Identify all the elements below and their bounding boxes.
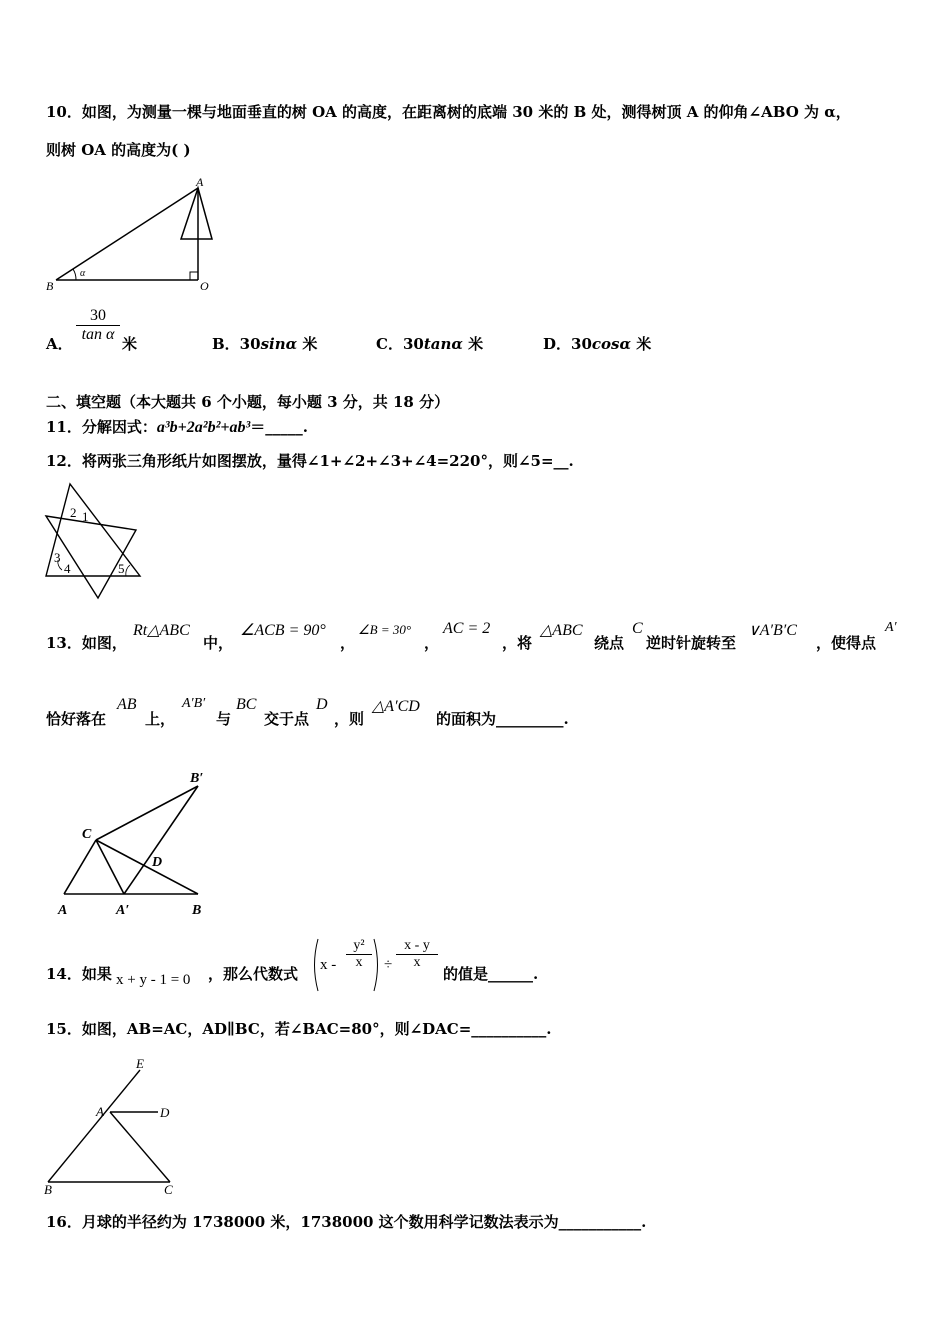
q10-fig-label-o: O <box>200 279 209 293</box>
q13-fig-label-d: D <box>152 855 163 870</box>
q13-q5: ，则 <box>334 710 365 728</box>
q10-option-d: D．30cosα 米 <box>543 335 652 353</box>
q13-n1: AB <box>117 696 137 713</box>
q12-angle-label-2: 2 <box>70 505 77 520</box>
q13-fig-label-a: A <box>58 903 68 918</box>
q10-fig-label-a: A <box>196 175 204 189</box>
q11-prefix: 11．分解因式： <box>46 418 157 436</box>
q15-text: 15．如图，AB=AC，AD∥BC，若∠BAC=80°，则∠DAC=__________. <box>46 1020 552 1038</box>
q13-q3: 与 <box>216 710 232 728</box>
q10-figure <box>40 172 230 294</box>
q13-q2: 上， <box>145 710 176 728</box>
q14-p1: 14．如果 <box>46 965 112 983</box>
q10-option-a-fraction <box>76 307 120 344</box>
q13-m4: AC = 2 <box>443 620 491 637</box>
q14-denominator-1: x <box>355 955 363 970</box>
q10-option-a-unit: 米 <box>122 335 138 353</box>
q13-p3: ， <box>340 634 356 652</box>
q12-angle-label-1: 1 <box>82 509 89 524</box>
q11-suffix: ＝_____. <box>250 418 309 436</box>
q13-m7: ∨A′B′C <box>748 622 797 639</box>
q15-fig-label-e: E <box>136 1056 144 1071</box>
q10-fig-label-alpha: α <box>80 268 86 279</box>
q13-n3: BC <box>236 696 257 713</box>
q16-text: 16．月球的半径约为 1738000 米，1738000 这个数用科学记数法表示为___________. <box>46 1213 647 1231</box>
q13-n2: A′B′ <box>182 696 206 711</box>
q15-fig-label-a: A <box>96 1104 104 1119</box>
q13-p5: ，将 <box>502 634 533 652</box>
q13-p1: 13．如图， <box>46 634 127 652</box>
q13-m2: ∠ACB = 90° <box>240 622 326 639</box>
q14-right-paren <box>372 937 382 993</box>
q14-denominator-2: x <box>413 955 421 970</box>
q13-q6: 的面积为_________. <box>436 710 569 728</box>
q13-m5: △ABC <box>540 622 583 639</box>
q13-q4: 交于点 <box>264 710 310 728</box>
q13-n4: D <box>316 696 328 713</box>
q11-expression: a³b+2a²b²+ab³ <box>156 419 251 436</box>
q14-p2: ，那么代数式 <box>208 965 299 983</box>
q14-condition: x + y - 1 = 0 <box>116 972 191 988</box>
q14-left-paren <box>310 937 320 993</box>
q13-m8: A′ <box>885 620 897 635</box>
q14-numerator-2: x - y <box>396 938 438 955</box>
q13-fig-label-ap: A′ <box>116 903 130 918</box>
q13-m3: ∠B = 30° <box>358 622 412 637</box>
q13-q1: 恰好落在 <box>46 710 107 728</box>
q15-figure <box>40 1052 190 1197</box>
q12-figure <box>40 480 150 602</box>
q15-fig-label-b: B <box>44 1182 52 1197</box>
q13-p6: 绕点 <box>594 634 625 652</box>
q14-fraction-2 <box>396 938 438 971</box>
q13-p4: ， <box>424 634 440 652</box>
q12-text: 12．将两张三角形纸片如图摆放，量得∠1+∠2+∠3+∠4=220°，则∠5=__. <box>46 452 574 470</box>
q10-fig-label-b: B <box>46 279 54 293</box>
q13-m1: Rt△ABC <box>133 622 190 639</box>
q10-option-a-label: A． <box>46 335 73 353</box>
q14-p3: 的值是______. <box>443 965 539 983</box>
q15-fig-label-c: C <box>164 1182 173 1197</box>
q10-option-a-numerator: 30 <box>76 307 120 326</box>
q13-figure <box>50 764 220 924</box>
q13-p7: 逆时针旋转至 <box>646 634 737 652</box>
q12-angle-label-5: 5 <box>118 561 125 576</box>
section-2-heading: 二、填空题（本大题共 6 个小题，每小题 3 分，共 18 分） <box>46 393 450 411</box>
q14-numerator-1: y² <box>346 938 372 955</box>
q10-line1: 10．如图，为测量一棵与地面垂直的树 OA 的高度，在距离树的底端 30 米的 B 处，测得树顶 A 的仰角∠ABO 为 α， <box>46 103 851 121</box>
q13-m6: C <box>632 620 643 637</box>
q13-fig-label-b: B <box>192 903 202 918</box>
q11 <box>46 417 308 438</box>
q13-fig-label-c: C <box>82 827 92 842</box>
q14-divide: ÷ <box>384 957 393 973</box>
q14-fraction-1 <box>346 938 372 971</box>
q13-fig-label-bp: B′ <box>190 771 204 786</box>
q10-option-b: B．30sinα 米 <box>212 335 318 353</box>
q14-x: x - <box>320 957 337 973</box>
q10-option-c: C．30tanα 米 <box>376 335 484 353</box>
q13-p8: ，使得点 <box>816 634 877 652</box>
q15-fig-label-d: D <box>160 1105 170 1120</box>
q12-angle-label-3: 3 <box>54 550 61 565</box>
q10-line2: 则树 OA 的高度为( ) <box>46 141 191 159</box>
q10-option-a-denominator: tan α <box>81 326 115 343</box>
q13-n5: △A′CD <box>372 698 420 715</box>
q13-p2: 中， <box>203 634 234 652</box>
q12-angle-label-4: 4 <box>64 561 71 576</box>
